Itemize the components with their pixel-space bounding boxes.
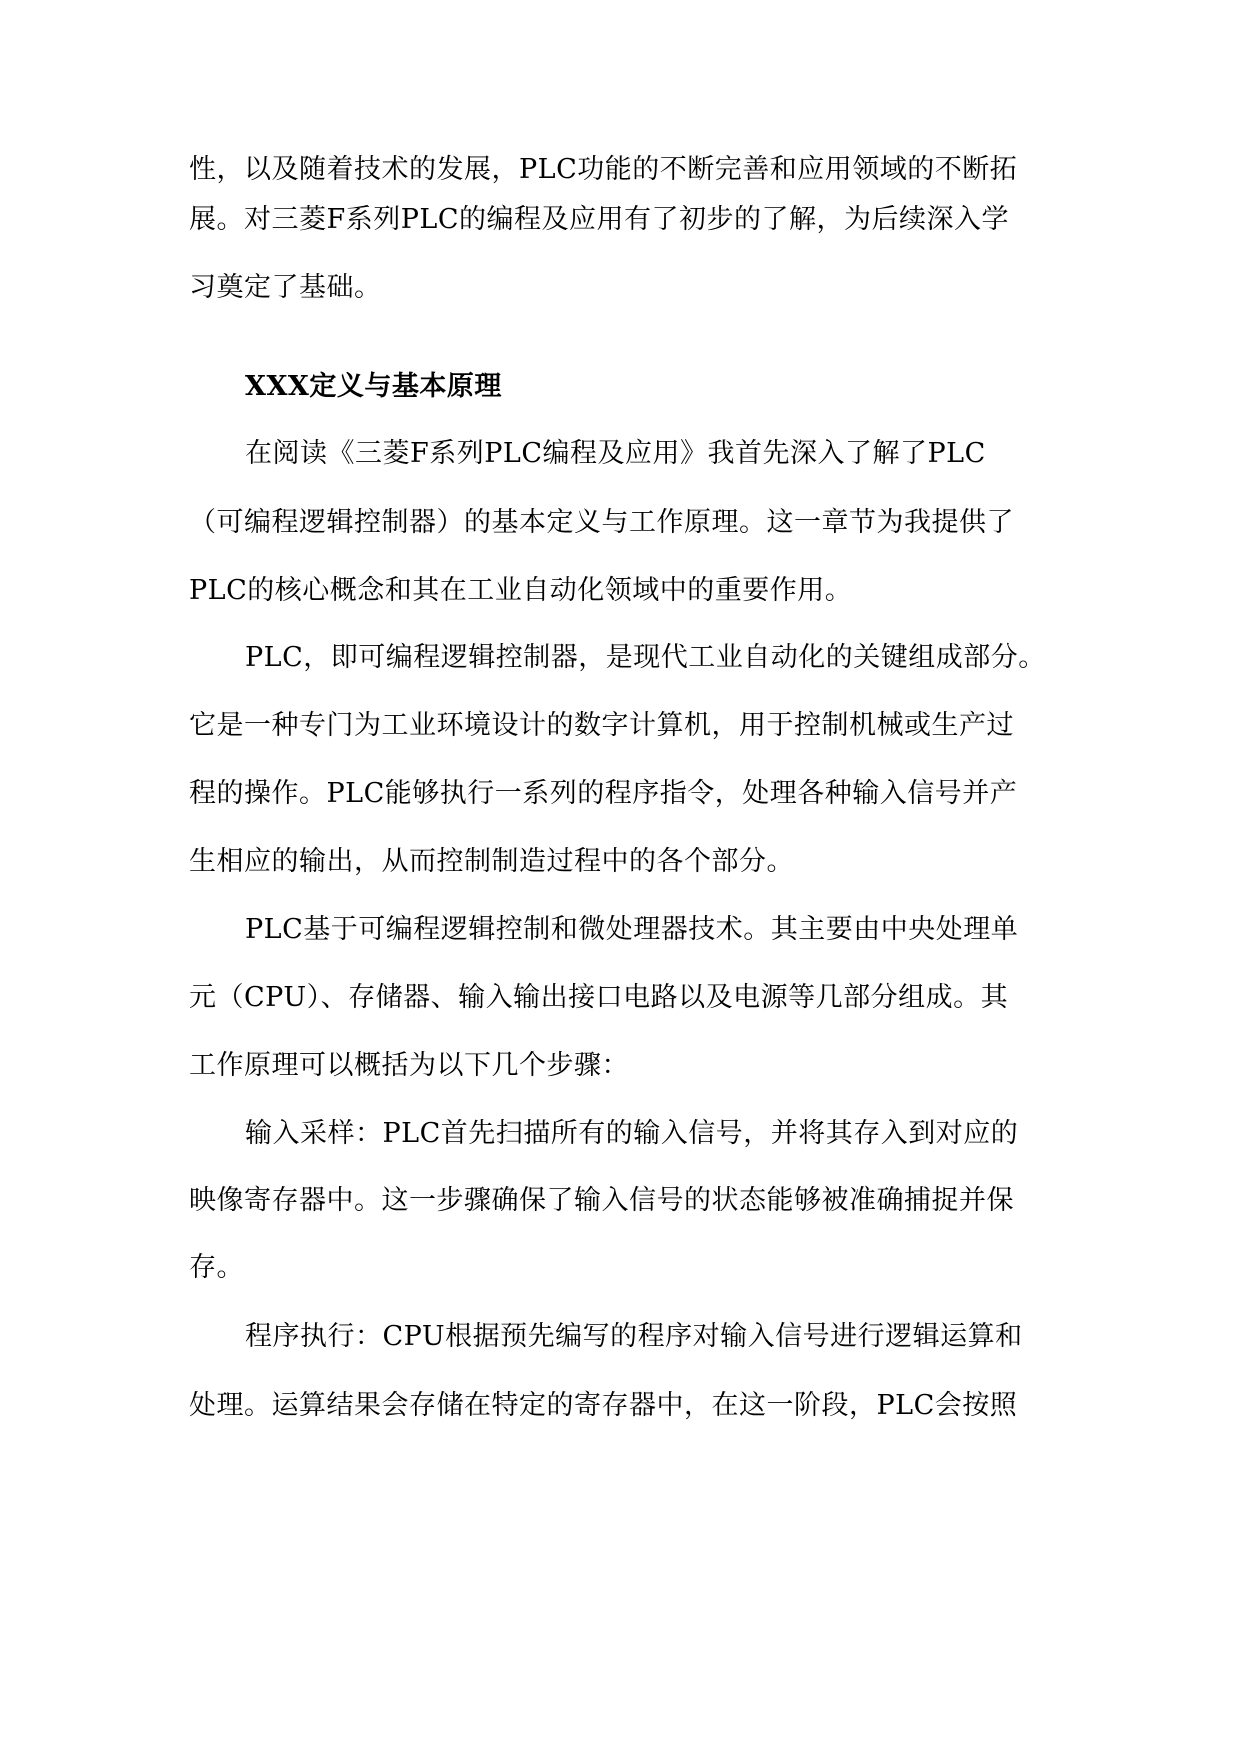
paragraph-line: 映像寄存器中。这一步骤确保了输入信号的状态能够被准确捕捉并保 <box>189 1185 1014 1216</box>
paragraph-line: 处理。运算结果会存储在特定的寄存器中，在这一阶段，PLC会按照 <box>189 1390 1018 1421</box>
paragraph-line: 程序执行：CPU根据预先编写的程序对输入信号进行逻辑运算和 <box>245 1321 1023 1352</box>
paragraph-line: 在阅读《三菱F系列PLC编程及应用》我首先深入了解了PLC <box>245 438 986 469</box>
paragraph-line: 它是一种专门为工业环境设计的数字计算机，用于控制机械或生产过 <box>189 710 1014 741</box>
paragraph-line: 性，以及随着技术的发展，PLC功能的不断完善和应用领域的不断拓 <box>189 154 1018 185</box>
paragraph-line: 习奠定了基础。 <box>189 272 382 303</box>
paragraph-line: 存。 <box>189 1252 244 1283</box>
paragraph-line: PLC基于可编程逻辑控制和微处理器技术。其主要由中央处理单 <box>245 914 1019 945</box>
paragraph-line: 程的操作。PLC能够执行一系列的程序指令，处理各种输入信号并产 <box>189 778 1018 809</box>
paragraph-line: 生相应的输出，从而控制制造过程中的各个部分。 <box>189 846 794 877</box>
paragraph-line: 元（CPU）、存储器、输入输出接口电路以及电源等几部分组成。其 <box>189 982 1009 1013</box>
paragraph-line: PLC的核心概念和其在工业自动化领域中的重要作用。 <box>189 575 853 606</box>
paragraph-line: （可编程逻辑控制器）的基本定义与工作原理。这一章节为我提供了 <box>189 507 1014 538</box>
paragraph-line: 输入采样：PLC首先扫描所有的输入信号，并将其存入到对应的 <box>245 1118 1019 1149</box>
section-heading: XXX定义与基本原理 <box>245 371 502 402</box>
paragraph-line: 展。对三菱F系列PLC的编程及应用有了初步的了解，为后续深入学 <box>189 204 1009 235</box>
paragraph-line: PLC，即可编程逻辑控制器，是现代工业自动化的关键组成部分。 <box>245 642 1046 673</box>
paragraph-line: 工作原理可以概括为以下几个步骤： <box>189 1050 629 1081</box>
